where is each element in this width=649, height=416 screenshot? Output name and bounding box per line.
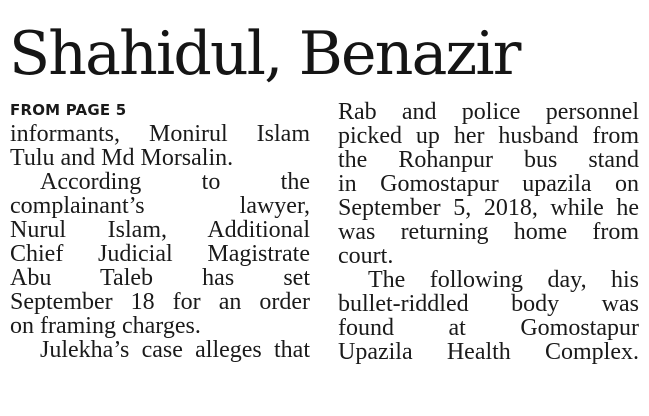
body-line: Abu Taleb has set [10, 265, 310, 291]
article-column-left [10, 100, 310, 362]
article-column-right [338, 100, 639, 364]
body-line: found at Gomostapur [338, 315, 639, 341]
body-line: According to the [40, 169, 310, 195]
body-line: on framing charges. [10, 313, 201, 339]
body-line: Tulu and Md Morsalin. [10, 145, 234, 171]
body-line: complainant’s lawyer, [10, 193, 310, 219]
body-line: court. [338, 243, 394, 269]
body-line: September 18 for an order [10, 289, 310, 315]
body-line: Nurul Islam, Additional [10, 217, 310, 243]
body-line: Chief Judicial Magistrate [10, 241, 310, 267]
body-line: Julekha’s case alleges that [40, 337, 310, 363]
body-line: was returning home from [338, 219, 639, 245]
body-line: informants, Monirul Islam [10, 121, 310, 147]
body-line: The following day, his [368, 267, 639, 293]
body-line: Upazila Health Complex. [338, 339, 639, 365]
continuation-kicker: FROM PAGE 5 [10, 101, 127, 119]
body-line: September 5, 2018, while he [338, 195, 639, 221]
body-line: in Gomostapur upazila on [338, 171, 639, 197]
body-line: picked up her husband from [338, 123, 639, 149]
body-line: bullet-riddled body was [338, 291, 639, 317]
headline: Shahidul, Benazir [9, 19, 520, 89]
body-line: the Rohanpur bus stand [338, 147, 639, 173]
body-line: Rab and police personnel [338, 99, 639, 125]
